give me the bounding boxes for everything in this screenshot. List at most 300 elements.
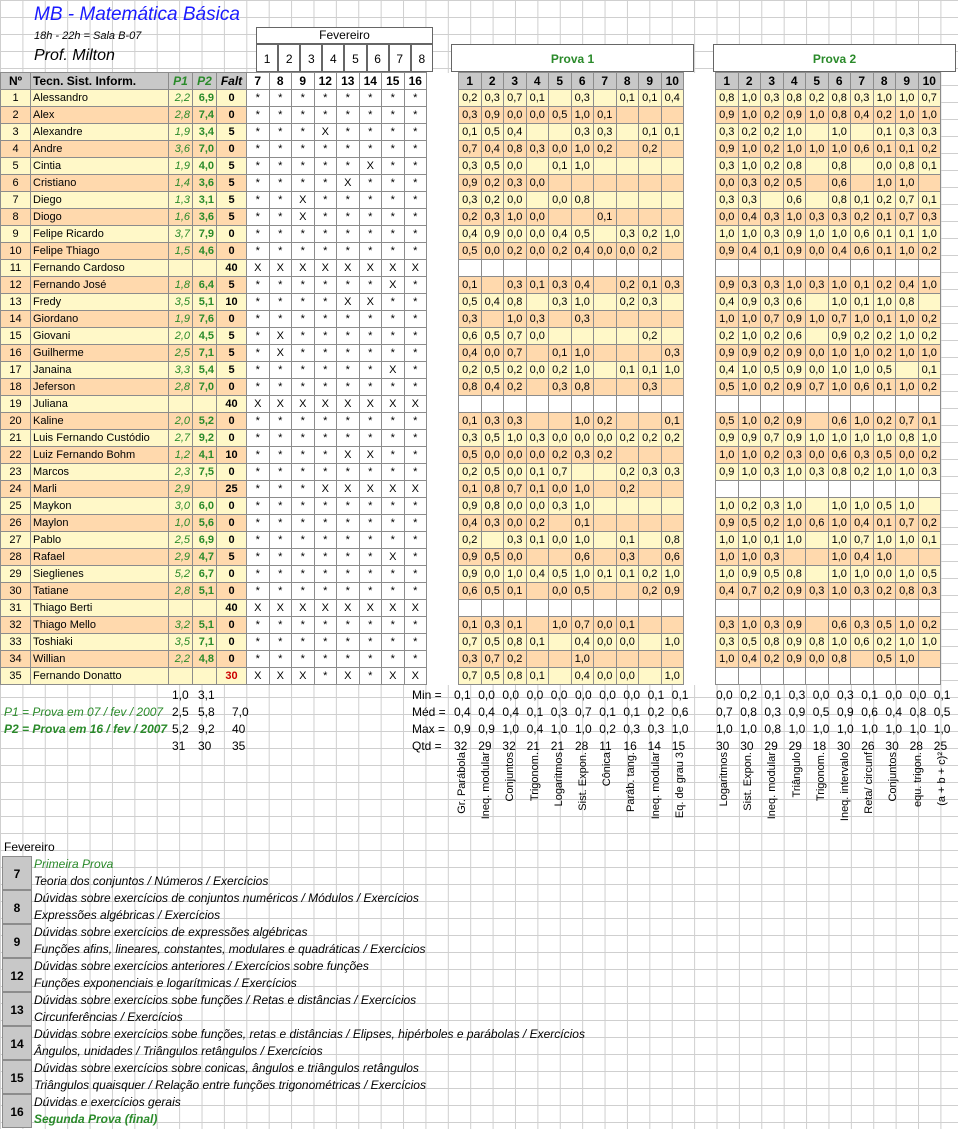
q2-score — [851, 396, 874, 413]
stat1-value: 0,2 — [647, 705, 665, 719]
stat1-value: 15 — [671, 739, 686, 753]
spacer — [427, 90, 459, 107]
q2-score: 0,0 — [873, 158, 896, 175]
absences: 5 — [217, 158, 247, 175]
q1-score: 0,3 — [661, 345, 684, 362]
table-row — [1, 396, 941, 413]
stat1-value: 0,0 — [599, 688, 616, 702]
stat1-value: 0,7 — [575, 705, 592, 719]
q1-score: 0,8 — [481, 498, 504, 515]
attendance-cell: X — [337, 260, 360, 277]
q1-score: 0,9 — [459, 498, 482, 515]
topic-label: Logaritmos — [718, 752, 730, 807]
q2-score: 0,6 — [851, 141, 874, 158]
q2-score: 1,0 — [918, 345, 941, 362]
q1-score: 0,3 — [481, 209, 504, 226]
q2-score: 0,2 — [873, 328, 896, 345]
q2-score: 0,2 — [873, 583, 896, 600]
q1-score: 0,1 — [526, 634, 549, 651]
q2-score: 1,0 — [873, 532, 896, 549]
q1-score: 0,9 — [481, 107, 504, 124]
spacer — [684, 73, 716, 90]
spacer — [684, 379, 716, 396]
q2-score: 1,0 — [873, 464, 896, 481]
attendance-cell: * — [404, 515, 427, 532]
spacer — [427, 396, 459, 413]
spacer — [684, 498, 716, 515]
q1-score: 0,0 — [481, 243, 504, 260]
student-name: Willian — [31, 651, 169, 668]
absences: 5 — [217, 277, 247, 294]
q2-score: 1,0 — [828, 430, 851, 447]
q1-score — [594, 549, 617, 566]
q1-score — [616, 498, 639, 515]
schedule-day: 16 — [2, 1094, 32, 1128]
schedule-month: Fevereiro — [4, 840, 55, 854]
absences: 0 — [217, 583, 247, 600]
attendance-cell: * — [247, 124, 270, 141]
q2-score: 1,0 — [851, 430, 874, 447]
table-row — [1, 515, 941, 532]
attendance-cell: * — [359, 311, 382, 328]
q2-score: 1,0 — [738, 107, 761, 124]
q2-score: 0,6 — [851, 379, 874, 396]
attendance-cell: * — [247, 243, 270, 260]
attendance-cell: * — [337, 243, 360, 260]
q1-score — [594, 226, 617, 243]
q2-score: 1,0 — [716, 549, 739, 566]
grade-p2: 5,1 — [193, 583, 217, 600]
student-name: Alex — [31, 107, 169, 124]
attendance-cell: * — [382, 430, 405, 447]
q2-score: 0,2 — [761, 175, 784, 192]
spacer — [684, 396, 716, 413]
q1-score: 0,0 — [526, 498, 549, 515]
q2-score — [828, 481, 851, 498]
attendance-cell: * — [292, 379, 315, 396]
q2-score: 0,2 — [761, 379, 784, 396]
q1-score: 0,4 — [459, 515, 482, 532]
total-p1: 31 — [172, 739, 186, 753]
spacer — [684, 668, 716, 685]
spacer — [684, 294, 716, 311]
spacer — [684, 243, 716, 260]
q2-score: 0,1 — [761, 532, 784, 549]
q2-score: 0,8 — [761, 634, 784, 651]
attendance-cell: * — [292, 549, 315, 566]
spacer — [684, 651, 716, 668]
q2-score: 0,9 — [716, 464, 739, 481]
q1-header: 6 — [571, 73, 594, 90]
q2-score — [851, 651, 874, 668]
q2-score: 0,1 — [918, 413, 941, 430]
q1-score: 0,2 — [459, 362, 482, 379]
attendance-cell: * — [337, 532, 360, 549]
week-number: 6 — [367, 44, 389, 72]
attendance-cell: X — [292, 192, 315, 209]
q1-score: 0,2 — [639, 226, 662, 243]
q1-score: 0,9 — [459, 549, 482, 566]
q1-score — [616, 260, 639, 277]
q1-score: 0,1 — [616, 90, 639, 107]
q1-score: 1,0 — [504, 209, 527, 226]
grade-p1: 1,8 — [169, 277, 193, 294]
q2-score: 1,0 — [896, 566, 919, 583]
q2-score: 0,7 — [918, 90, 941, 107]
q1-score — [504, 260, 527, 277]
q1-score: 0,9 — [459, 566, 482, 583]
week-number: 7 — [389, 44, 411, 72]
q2-score: 1,0 — [828, 498, 851, 515]
q1-score — [594, 481, 617, 498]
topic-label: Sist. Expon. — [577, 752, 589, 811]
grade-p2: 5,1 — [193, 617, 217, 634]
student-number: 17 — [1, 362, 31, 379]
q1-score — [639, 447, 662, 464]
q2-score — [806, 668, 829, 685]
q2-score: 0,1 — [873, 209, 896, 226]
q2-score: 0,8 — [783, 90, 806, 107]
q1-score — [616, 175, 639, 192]
grade-p2: 7,9 — [193, 226, 217, 243]
q2-score: 0,8 — [783, 158, 806, 175]
grade-p1 — [169, 668, 193, 685]
day-header: 7 — [247, 73, 270, 90]
topic-label: equ. trigon. — [911, 752, 924, 808]
q2-score: 1,0 — [851, 413, 874, 430]
q2-score: 0,9 — [783, 243, 806, 260]
schedule-day: 8 — [2, 890, 32, 924]
q1-score: 0,4 — [481, 141, 504, 158]
q2-score — [761, 192, 784, 209]
attendance-cell: * — [247, 413, 270, 430]
attendance-cell: * — [292, 328, 315, 345]
attendance-cell: * — [404, 192, 427, 209]
q2-score: 1,0 — [896, 634, 919, 651]
q1-score: 0,1 — [459, 481, 482, 498]
q1-score — [594, 396, 617, 413]
attendance-cell: * — [314, 566, 337, 583]
attendance-cell: * — [314, 668, 337, 685]
q1-score: 0,0 — [504, 464, 527, 481]
spacer — [427, 617, 459, 634]
q1-score: 0,0 — [526, 447, 549, 464]
q2-score — [896, 481, 919, 498]
attendance-cell: * — [382, 617, 405, 634]
stat2-value: 0,0 — [909, 688, 927, 702]
q2-score: 0,0 — [806, 447, 829, 464]
stat2-value: 0,1 — [764, 688, 782, 702]
attendance-cell: * — [359, 498, 382, 515]
table-row — [1, 617, 941, 634]
q2-score — [761, 260, 784, 277]
spacer — [684, 192, 716, 209]
q2-score — [806, 498, 829, 515]
attendance-cell: * — [247, 617, 270, 634]
absences: 5 — [217, 124, 247, 141]
attendance-cell: X — [314, 124, 337, 141]
q2-score: 0,5 — [738, 634, 761, 651]
q2-score: 0,9 — [716, 243, 739, 260]
attendance-cell: * — [269, 209, 292, 226]
q1-score: 0,6 — [571, 549, 594, 566]
stat2-value: 1,0 — [740, 722, 757, 736]
q1-score: 0,0 — [526, 328, 549, 345]
stat2-value: 1,0 — [909, 722, 927, 736]
q2-score: 0,3 — [761, 294, 784, 311]
attendance-cell: * — [382, 566, 405, 583]
stat1-value: 21 — [526, 739, 540, 753]
attendance-cell: * — [314, 651, 337, 668]
q2-score: 1,0 — [738, 464, 761, 481]
q1-score: 0,7 — [504, 345, 527, 362]
q1-score: 0,3 — [571, 90, 594, 107]
spacer — [427, 362, 459, 379]
q1-score: 0,0 — [616, 243, 639, 260]
q1-score: 0,1 — [639, 124, 662, 141]
q1-score — [459, 260, 482, 277]
student-number: 15 — [1, 328, 31, 345]
attendance-cell: * — [292, 634, 315, 651]
attendance-cell: * — [382, 498, 405, 515]
q2-score: 0,6 — [851, 243, 874, 260]
q2-score: 0,4 — [716, 583, 739, 600]
q2-header: 2 — [738, 73, 761, 90]
q2-score: 0,2 — [873, 413, 896, 430]
q1-score — [481, 277, 504, 294]
student-number: 4 — [1, 141, 31, 158]
q1-score: 0,7 — [571, 617, 594, 634]
attendance-cell: * — [292, 430, 315, 447]
attendance-cell: * — [382, 311, 405, 328]
q1-score: 0,4 — [481, 379, 504, 396]
spacer — [684, 583, 716, 600]
student-number: 31 — [1, 600, 31, 617]
student-name: Felipe Thiago — [31, 243, 169, 260]
student-number: 2 — [1, 107, 31, 124]
q2-score: 0,3 — [716, 617, 739, 634]
q1-score — [594, 158, 617, 175]
attendance-cell: * — [292, 515, 315, 532]
q2-score: 0,1 — [918, 362, 941, 379]
spacer — [684, 158, 716, 175]
q2-score: 1,0 — [828, 277, 851, 294]
table-row — [1, 260, 941, 277]
student-name: Diogo — [31, 209, 169, 226]
q1-score — [594, 600, 617, 617]
q1-score — [526, 345, 549, 362]
absences: 0 — [217, 311, 247, 328]
q1-score — [526, 651, 549, 668]
q1-score: 0,4 — [526, 566, 549, 583]
stat2-value: 30 — [837, 739, 851, 753]
absences: 0 — [217, 90, 247, 107]
q2-score — [918, 294, 941, 311]
day-header: 15 — [382, 73, 405, 90]
attendance-cell: * — [269, 651, 292, 668]
schedule-line: Segunda Prova (final) — [34, 1112, 158, 1126]
attendance-cell: * — [359, 651, 382, 668]
stat1-value: 0,3 — [623, 722, 641, 736]
q1-score: 0,3 — [549, 294, 572, 311]
table-row — [1, 90, 941, 107]
q2-score: 0,1 — [851, 192, 874, 209]
attendance-cell: * — [337, 311, 360, 328]
attendance-cell: * — [292, 651, 315, 668]
attendance-cell: * — [404, 379, 427, 396]
q2-score: 1,0 — [896, 243, 919, 260]
grade-p1: 3,5 — [169, 634, 193, 651]
q2-score: 1,0 — [806, 226, 829, 243]
q1-score: 0,2 — [459, 209, 482, 226]
attendance-cell: * — [314, 192, 337, 209]
q1-score: 0,0 — [571, 430, 594, 447]
table-row — [1, 107, 941, 124]
q2-score: 0,2 — [851, 464, 874, 481]
spacer — [684, 277, 716, 294]
q2-score — [896, 549, 919, 566]
grade-p1: 3,2 — [169, 617, 193, 634]
q1-score: 0,4 — [481, 294, 504, 311]
absences: 5 — [217, 549, 247, 566]
q2-score: 0,2 — [873, 107, 896, 124]
attendance-cell: * — [337, 192, 360, 209]
grade-p2: 7,0 — [193, 141, 217, 158]
q2-score: 1,0 — [851, 498, 874, 515]
q1-score: 0,3 — [549, 379, 572, 396]
q2-score: 0,6 — [828, 447, 851, 464]
q1-score — [639, 396, 662, 413]
spacer — [684, 447, 716, 464]
spacer — [427, 345, 459, 362]
q2-score: 0,1 — [918, 192, 941, 209]
student-name: Kaline — [31, 413, 169, 430]
stat2-value: 0,0 — [716, 688, 733, 702]
q1-score: 0,2 — [504, 362, 527, 379]
q1-score: 0,0 — [549, 532, 572, 549]
q2-score: 0,2 — [918, 515, 941, 532]
q2-score: 0,3 — [896, 124, 919, 141]
attendance-cell: * — [359, 583, 382, 600]
grade-p1: 2,7 — [169, 430, 193, 447]
spacer — [684, 260, 716, 277]
q1-score: 0,3 — [661, 464, 684, 481]
q2-score: 0,4 — [851, 549, 874, 566]
q1-score — [594, 311, 617, 328]
absences: 40 — [217, 600, 247, 617]
grade-p2: 4,5 — [193, 328, 217, 345]
attendance-cell: X — [247, 260, 270, 277]
q1-score: 0,2 — [459, 464, 482, 481]
spacer — [684, 141, 716, 158]
q1-score: 0,1 — [594, 209, 617, 226]
student-number: 21 — [1, 430, 31, 447]
student-name: Luis Fernando Custódio — [31, 430, 169, 447]
q1-score — [526, 583, 549, 600]
attendance-cell: X — [359, 447, 382, 464]
q1-score — [616, 141, 639, 158]
q2-score: 0,2 — [761, 141, 784, 158]
q2-score: 0,3 — [761, 498, 784, 515]
q1-score: 0,5 — [481, 668, 504, 685]
q2-score: 0,9 — [783, 413, 806, 430]
schedule-line: Primeira Prova — [34, 857, 114, 871]
attendance-cell: * — [314, 447, 337, 464]
q2-score: 0,3 — [806, 209, 829, 226]
total-falt: 40 — [232, 722, 246, 736]
q1-score — [526, 396, 549, 413]
attendance-cell: * — [314, 175, 337, 192]
q1-score — [639, 158, 662, 175]
stat1-value: 0,6 — [671, 705, 689, 719]
q1-score: 0,0 — [549, 583, 572, 600]
attendance-cell: * — [337, 277, 360, 294]
q1-score — [549, 209, 572, 226]
q2-score: 0,2 — [918, 141, 941, 158]
attendance-cell: * — [359, 566, 382, 583]
student-number: 9 — [1, 226, 31, 243]
attendance-cell: * — [404, 498, 427, 515]
q1-score: 0,0 — [594, 243, 617, 260]
q2-score: 1,0 — [918, 634, 941, 651]
q2-score: 0,9 — [783, 583, 806, 600]
q1-score: 0,3 — [481, 413, 504, 430]
attendance-cell: * — [359, 209, 382, 226]
stat1-value: 28 — [575, 739, 589, 753]
q1-score: 1,0 — [504, 311, 527, 328]
q1-header: 4 — [526, 73, 549, 90]
student-number: 11 — [1, 260, 31, 277]
schedule-line: Funções afins, lineares, constantes, modulares e quadráticas / Exercícios — [34, 942, 426, 956]
q2-score: 0,3 — [738, 175, 761, 192]
q1-score: 0,2 — [526, 515, 549, 532]
table-row — [1, 158, 941, 175]
q2-score: 1,0 — [896, 90, 919, 107]
q1-score: 0,2 — [639, 141, 662, 158]
q2-score: 1,0 — [896, 532, 919, 549]
attendance-cell: * — [247, 328, 270, 345]
q1-score — [639, 345, 662, 362]
attendance-cell: * — [292, 447, 315, 464]
stat-label: Qtd = — [412, 739, 442, 753]
grade-p1: 2,8 — [169, 583, 193, 600]
topic-label: Sist. Expon. — [742, 752, 755, 811]
grade-p2: 5,6 — [193, 515, 217, 532]
q1-score — [571, 464, 594, 481]
student-name: Fernando José — [31, 277, 169, 294]
attendance-cell: * — [337, 566, 360, 583]
q1-score — [526, 192, 549, 209]
q2-score: 1,0 — [828, 515, 851, 532]
stat1-value: 0,0 — [623, 688, 641, 702]
attendance-cell: * — [292, 617, 315, 634]
stat1-value: 0,2 — [599, 722, 616, 736]
q1-score: 0,0 — [504, 192, 527, 209]
q1-score: 0,1 — [549, 345, 572, 362]
attendance-cell: * — [314, 430, 337, 447]
spacer — [684, 413, 716, 430]
table-row — [1, 447, 941, 464]
q1-score: 0,0 — [504, 226, 527, 243]
stat1-value: 0,0 — [526, 688, 544, 702]
schedule-line: Triângulos quaisquer / Relação entre funções trigonométricas / Exercícios — [34, 1078, 426, 1092]
q1-score: 0,2 — [616, 464, 639, 481]
q1-score — [549, 124, 572, 141]
q1-score: 0,5 — [459, 294, 482, 311]
absences: 5 — [217, 175, 247, 192]
q2-score: 0,9 — [783, 634, 806, 651]
q1-score: 0,5 — [481, 464, 504, 481]
